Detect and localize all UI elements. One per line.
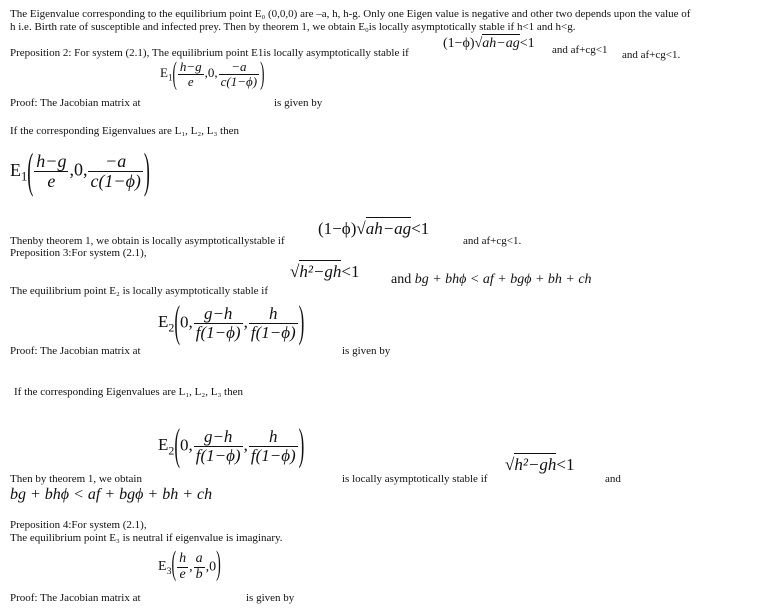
eigenvalues-line-1: If the corresponding Eigenvalues are L₁, L₂, L₃ then: [10, 125, 239, 137]
condition-text-2: and af+cg<1.: [622, 49, 681, 61]
proof-1-text: Proof: The Jacobian matrix at: [10, 97, 141, 109]
equilibrium-e1-large: $E_1$( $\frac{h-g}{e}$ ,0, $\frac{-a}{c(1-\phi)}$ ): [10, 143, 150, 198]
equilibrium-e2-second: $E_2(0$, $\frac{g-h}{f(1-\phi)}$ , $\frac{h}{f(1-\phi)}$ ): [158, 420, 305, 470]
thenby-1: Thenby theorem 1, we obtain is locally asymptoticallystable if: [10, 235, 285, 247]
condition-bg-2: bg + bhϕ < af + bgϕ + bh + ch: [10, 486, 213, 503]
proof-1-given: is given by: [274, 97, 323, 109]
thenby-2-end: and: [605, 473, 621, 485]
proof-2-text: Proof: The Jacobian matrix at: [10, 345, 141, 357]
condition-and-bg-1: and bg + bhϕ < af + bgϕ + bh + ch: [391, 272, 592, 287]
equilibrium-e3: $E_3$( $\frac{h}{e}$ , $\frac{a}{b}$ ,0): [158, 547, 221, 584]
thenby-2-mid: is locally asymptotically stable if: [342, 473, 488, 485]
proof-3-text: Proof: The Jacobian matrix at: [10, 592, 141, 604]
condition-formula-1: (1−ϕ)√ah−ag<1: [443, 36, 535, 51]
eigenvalues-line-2: If the corresponding Eigenvalues are L₁, L₂, L₃ then: [14, 386, 243, 398]
preposition-4: Preposition 4:For system (2.1),: [10, 519, 147, 531]
equilibrium-e2-first: $E_2(0$, $\frac{g-h}{f(1-\phi)}$ , $\frac{h}{f(1-\phi)}$ ): [158, 297, 305, 347]
proof-2-given: is given by: [342, 345, 391, 357]
condition-text-1: and af+cg<1: [552, 44, 608, 56]
thenby-1-end: and af+cg<1.: [463, 235, 522, 247]
equilibrium-e1-small: $E_1$( $\frac{h-g}{e}$ ,0, $\frac{-a}{c(1-\phi)}$ ): [160, 54, 265, 91]
condition-formula-2: (1−ϕ)√ah−ag<1: [318, 219, 430, 238]
preposition-2: Preposition 2: For system (2.1), The equilibrium point E1is locally asymptotically stable if: [10, 47, 409, 59]
preposition-4-eq: The equilibrium point E₃ is neutral if eigenvalue is imaginary.: [10, 532, 283, 544]
condition-sqrt-h2gh-2: √h²−gh<1: [505, 455, 575, 474]
para-line-2: h i.e. Birth rate of susceptible and infected prey. Then by theorem 1, we obtain E₀is locally asymptotically stable if h<1 and h<g.: [10, 21, 576, 33]
proof-3-given: is given by: [246, 592, 295, 604]
preposition-3: Preposition 3:For system (2.1),: [10, 247, 147, 259]
preposition-3-eq: The equilibrium point E₂ is locally asymptotically stable if: [10, 285, 269, 297]
thenby-2: Then by theorem 1, we obtain: [10, 473, 142, 485]
condition-sqrt-h2gh-1: √h²−gh<1: [290, 262, 360, 281]
para-line-1: The Eigenvalue corresponding to the equilibrium point E₀ (0,0,0) are –a, h, h-g. Only one Eigen value is negative and other two depends upon the value of: [10, 8, 691, 20]
